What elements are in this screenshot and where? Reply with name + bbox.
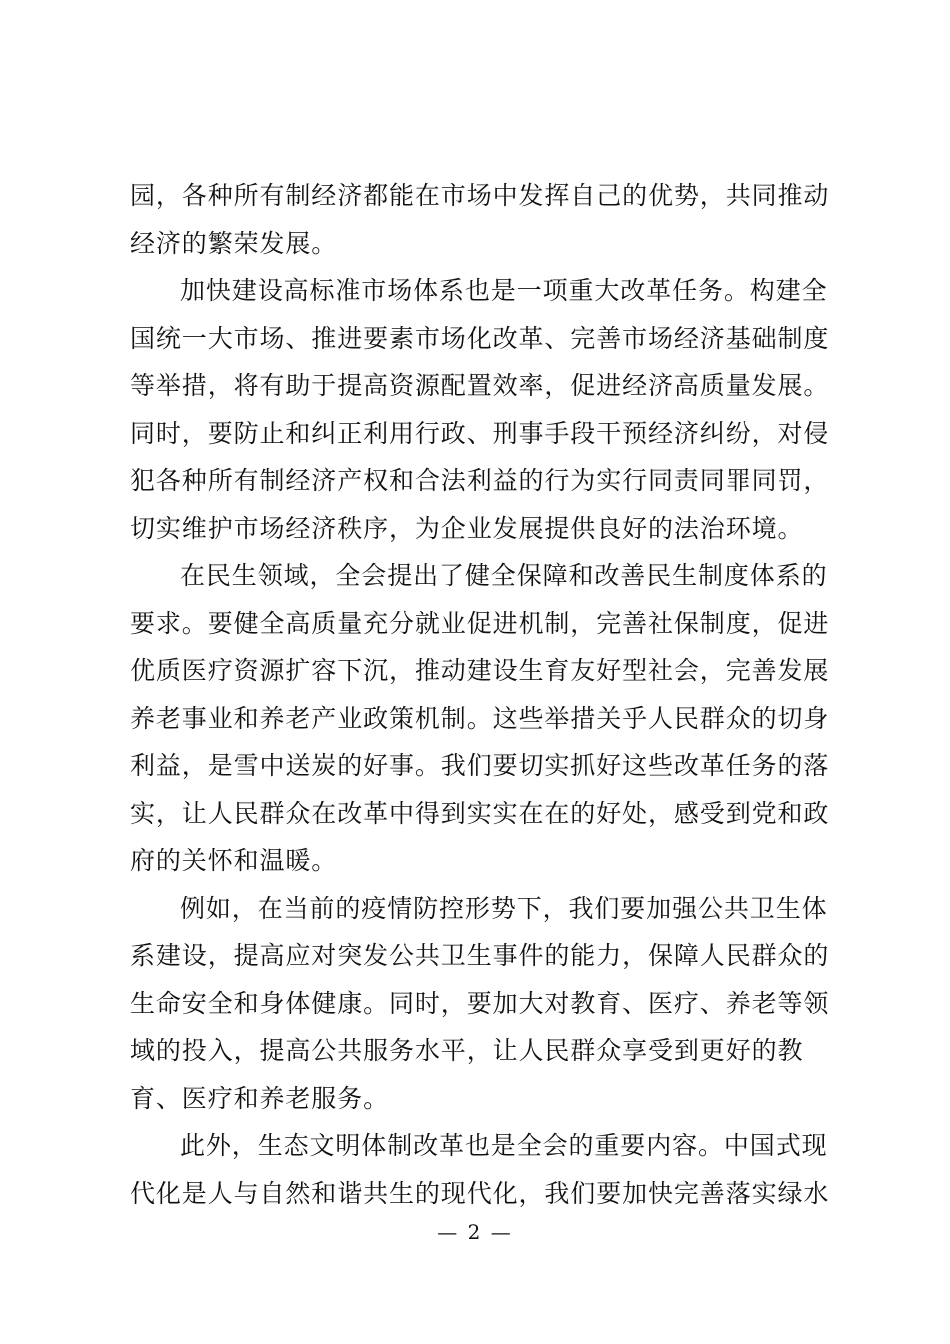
text-line: 等举措，将有助于提高资源配置效率，促进经济高质量发展。 [130,371,830,400]
text-line: 在民生领域，全会提出了健全保障和改善民生制度体系的 [180,561,828,590]
text-line: 此外，生态文明体制改革也是全会的重要内容。中国式现 [180,1131,828,1160]
text-line: 经济的繁荣发展。 [130,228,338,258]
text-line: 域的投入，提高公共服务水平，让人民群众享受到更好的教 [130,1036,804,1065]
text-line: 代化是人与自然和谐共生的现代化，我们要加快完善落实绿水 [130,1178,830,1208]
text-line: 养老事业和养老产业政策机制。这些举措关乎人民群众的切身 [130,703,830,733]
text-line: 国统一大市场、推进要素市场化改革、完善市场经济基础制度 [130,323,830,353]
text-line: 生命安全和身体健康。同时，要加大对教育、医疗、养老等领 [130,988,830,1018]
text-line: 犯各种所有制经济产权和合法利益的行为实行同责同罪同罚， [130,466,830,495]
text-line: 优质医疗资源扩容下沉，推动建设生育友好型社会，完善发展 [130,656,830,685]
text-line: 加快建设高标准市场体系也是一项重大改革任务。构建全 [180,276,828,305]
text-line: 同时，要防止和纠正利用行政、刑事手段干预经济纠纷，对侵 [130,418,830,448]
text-line: 利益，是雪中送炭的好事。我们要切实抓好这些改革任务的落 [130,751,830,780]
text-line: 实，让人民群众在改革中得到实实在在的好处，感受到党和政 [130,798,830,828]
text-line: 府的关怀和温暖。 [130,846,338,875]
body-text [130,172,830,1217]
text-line: 园，各种所有制经济都能在市场中发挥自己的优势，共同推动 [130,181,830,210]
text-line: 育、医疗和养老服务。 [130,1083,390,1113]
page-number: — 2 — [437,1220,513,1244]
text-line: 系建设，提高应对突发公共卫生事件的能力，保障人民群众的 [130,941,830,970]
text-line: 例如，在当前的疫情防控形势下，我们要加强公共卫生体 [180,893,828,923]
text-line: 切实维护市场经济秩序，为企业发展提供良好的法治环境。 [130,513,804,543]
text-line: 要求。要健全高质量充分就业促进机制，完善社保制度，促进 [130,608,830,638]
